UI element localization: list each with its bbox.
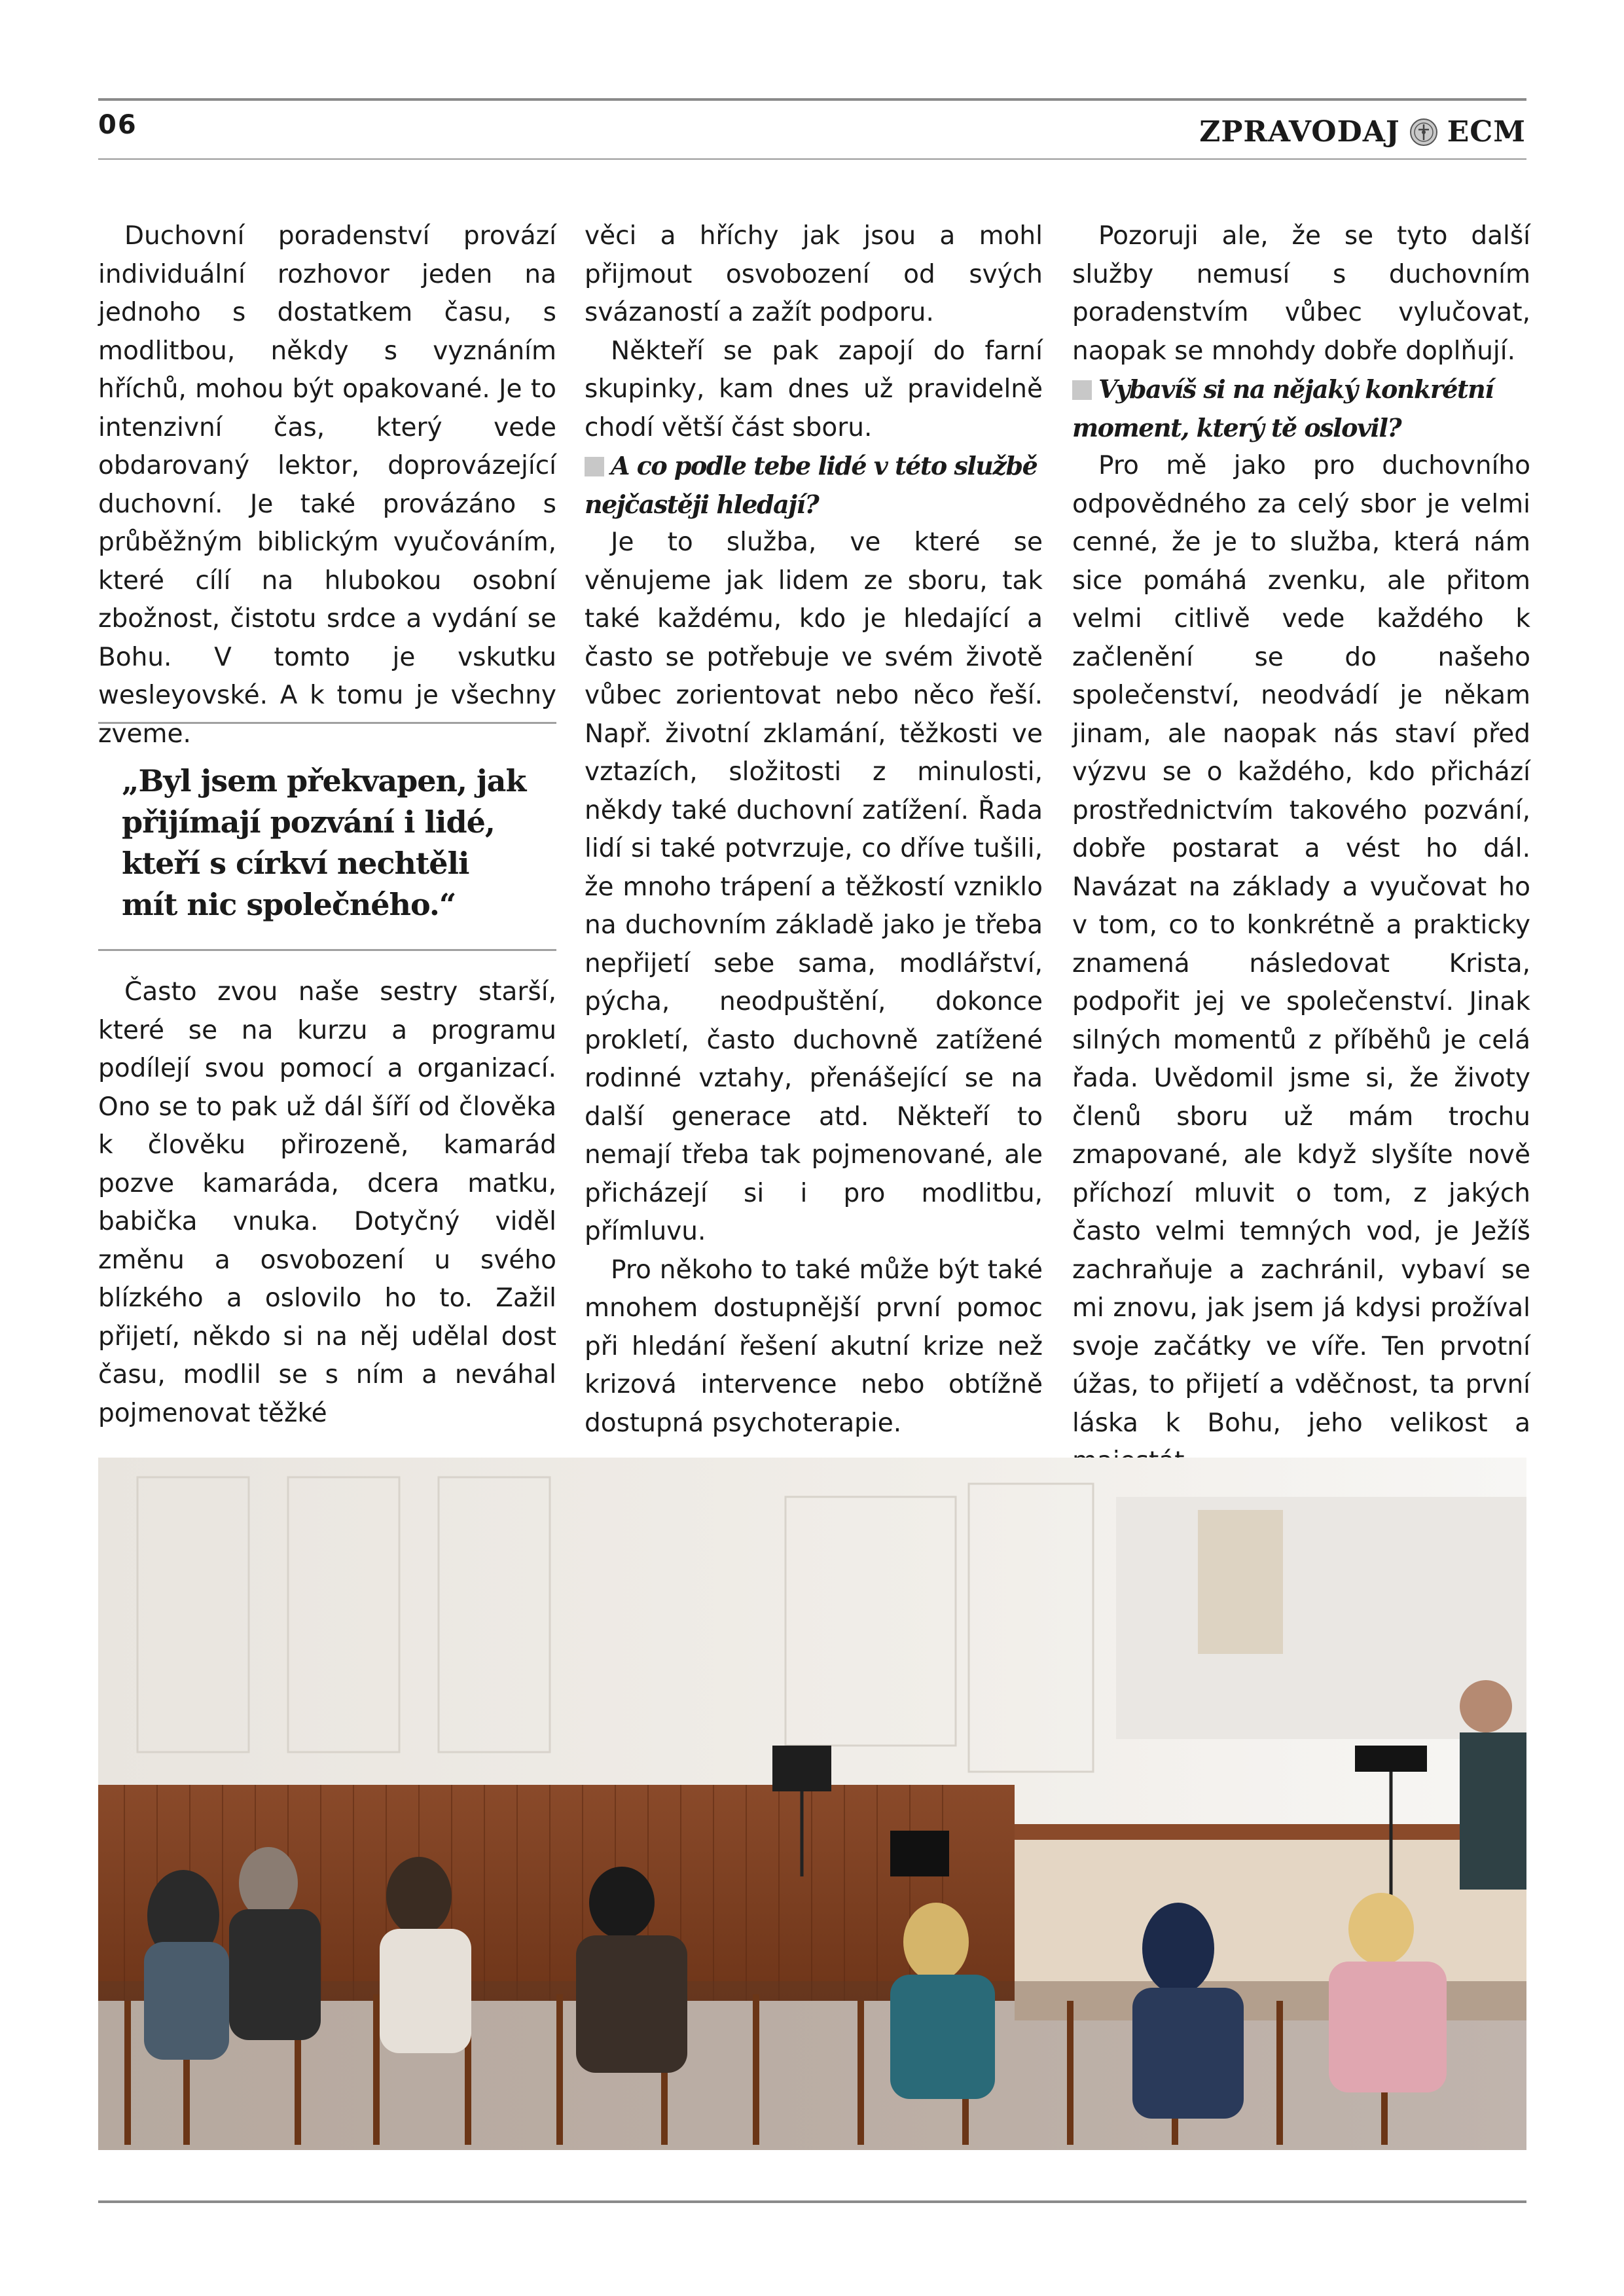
question-text: A co podle tebe lidé v této službě nejčastěji hledají?	[585, 451, 1038, 519]
paragraph: Pro někoho to také může být také mnohem dostupnější první pomoc při hledání řešení akutní krize než krizová intervence nebo obtížně dostupná psychoterapie.	[585, 1255, 1043, 1438]
brand-ecm: ECM	[1447, 115, 1526, 149]
paragraph: Pozoruji ale, že se tyto další služby nemusí s duchovním poradenstvím vůbec vylučovat, naopak se mnohdy dobře doplňují.	[1072, 221, 1530, 366]
pull-quote-box	[98, 722, 556, 951]
column-2	[585, 217, 1043, 1443]
column-1-continued	[98, 973, 556, 1433]
column-1	[98, 217, 556, 753]
seal-icon	[1409, 118, 1438, 147]
header-rule	[98, 98, 1526, 101]
question-text: Vybavíš si na nějaký konkrétní moment, který tě oslovil?	[1072, 374, 1494, 442]
paragraph: věci a hříchy jak jsou a mohl přijmout osvobození od svých svázaností a zažít podporu.	[585, 221, 1043, 327]
publication-brand	[1199, 115, 1526, 149]
church-hall-photo	[98, 1458, 1526, 2150]
photo-illustration	[98, 1458, 1526, 2150]
page-number: 06	[98, 110, 137, 140]
square-bullet-icon	[1072, 380, 1092, 400]
paragraph: Duchovní poradenství provází individuální rozhovor jeden na jednoho s dostatkem času, s modlitbou, někdy s vyznáním hříchů, mohou být opakované. Je to intenzivní čas, který vede obdarovaný lektor, doprovázející duchovní. Je také provázáno s průběžným biblickým vyučováním, které cílí na hlubokou osobní zbožnost, čistotu srdce a vydání se Bohu. V tomto je vskutku wesleyovské. A k tomu je všechny zveme.	[98, 221, 556, 749]
paragraph: Je to služba, ve které se věnujeme jak lidem ze sboru, tak také každému, kdo je hledající a často se potřebuje ve svém životě vůbec zorientovat nebo něco řeší. Např. životní zklamání, těžkosti ve vztazích, složitosti z minulosti, někdy také duchovní zatížení. Řada lidí si také potvrzuje, co dříve tušili, že mnoho trápení a těžkostí vzniklo na duchovním základě jako je třeba nepřijetí sebe sama, modlářství, pýcha, neodpuštění, dokonce prokletí, často duchovně zatížené rodinné vztahy, přenášející se na další generace atd. Někteří to nemají třeba tak pojmenované, ale přicházejí si i pro modlitbu, přímluvu.	[585, 528, 1043, 1246]
column-3	[1072, 217, 1530, 1481]
pull-quote: „Byl jsem překvapen, jak přijímají pozvání i lidé, kteří s církví nechtěli mít nic společného.“	[122, 763, 526, 922]
square-bullet-icon	[585, 457, 604, 476]
brand-zpravodaj: ZPRAVODAJ	[1199, 115, 1400, 149]
paragraph: Často zvou naše sestry starší, které se na kurzu a programu podílejí svou pomocí a organizací. Ono se to pak už dál šíří od člověka k člověku přirozeně, kamarád pozve kamaráda, dcera matku, babička vnuka. Dotyčný viděl změnu a osvobození u svého blízkého a oslovilo ho to. Zažil přijetí, někdo si na něj udělal dost času, modlil se s ním a neváhal pojmenovat těžké	[98, 977, 556, 1428]
footer-rule	[98, 2200, 1526, 2203]
interview-question	[1072, 370, 1530, 447]
paragraph: Pro mě jako pro duchovního odpovědného za celý sbor je velmi cenné, že je to služba, která nám sice pomáhá zvenku, ale přitom velmi citlivě vede každého k začlenění se do našeho společenství, neodvádí je někam jinam, ale naopak nás staví před výzvu se o každého, kdo přichází prostřednictvím takového pozvání, dobře postarat a vést ho dál. Navázat na základy a vyučovat ho v tom, co to konkrétně a prakticky znamená následovat Krista, podpořit jej ve společenství. Jinak silných momentů z příběhů je celá řada. Uvědomil jsme si, že životy členů sboru už mám trochu zmapované, ale když slyšíte nově příchozí mluvit o tom, z jakých často velmi temných vod, je Ježíš zachraňuje a zachránil, vybaví se mi znovu, jak jsem já kdysi prožíval svoje začátky ve víře. Ten prvotní úžas, to přijetí a vděčnost, ta první láska k Bohu, jeho velikost a	[1072, 451, 1530, 1438]
interview-question	[585, 447, 1043, 524]
paragraph: Někteří se pak zapojí do farní skupinky, kam dnes už pravidelně chodí větší část sboru.	[585, 336, 1043, 442]
header-rule-lower	[98, 158, 1526, 160]
